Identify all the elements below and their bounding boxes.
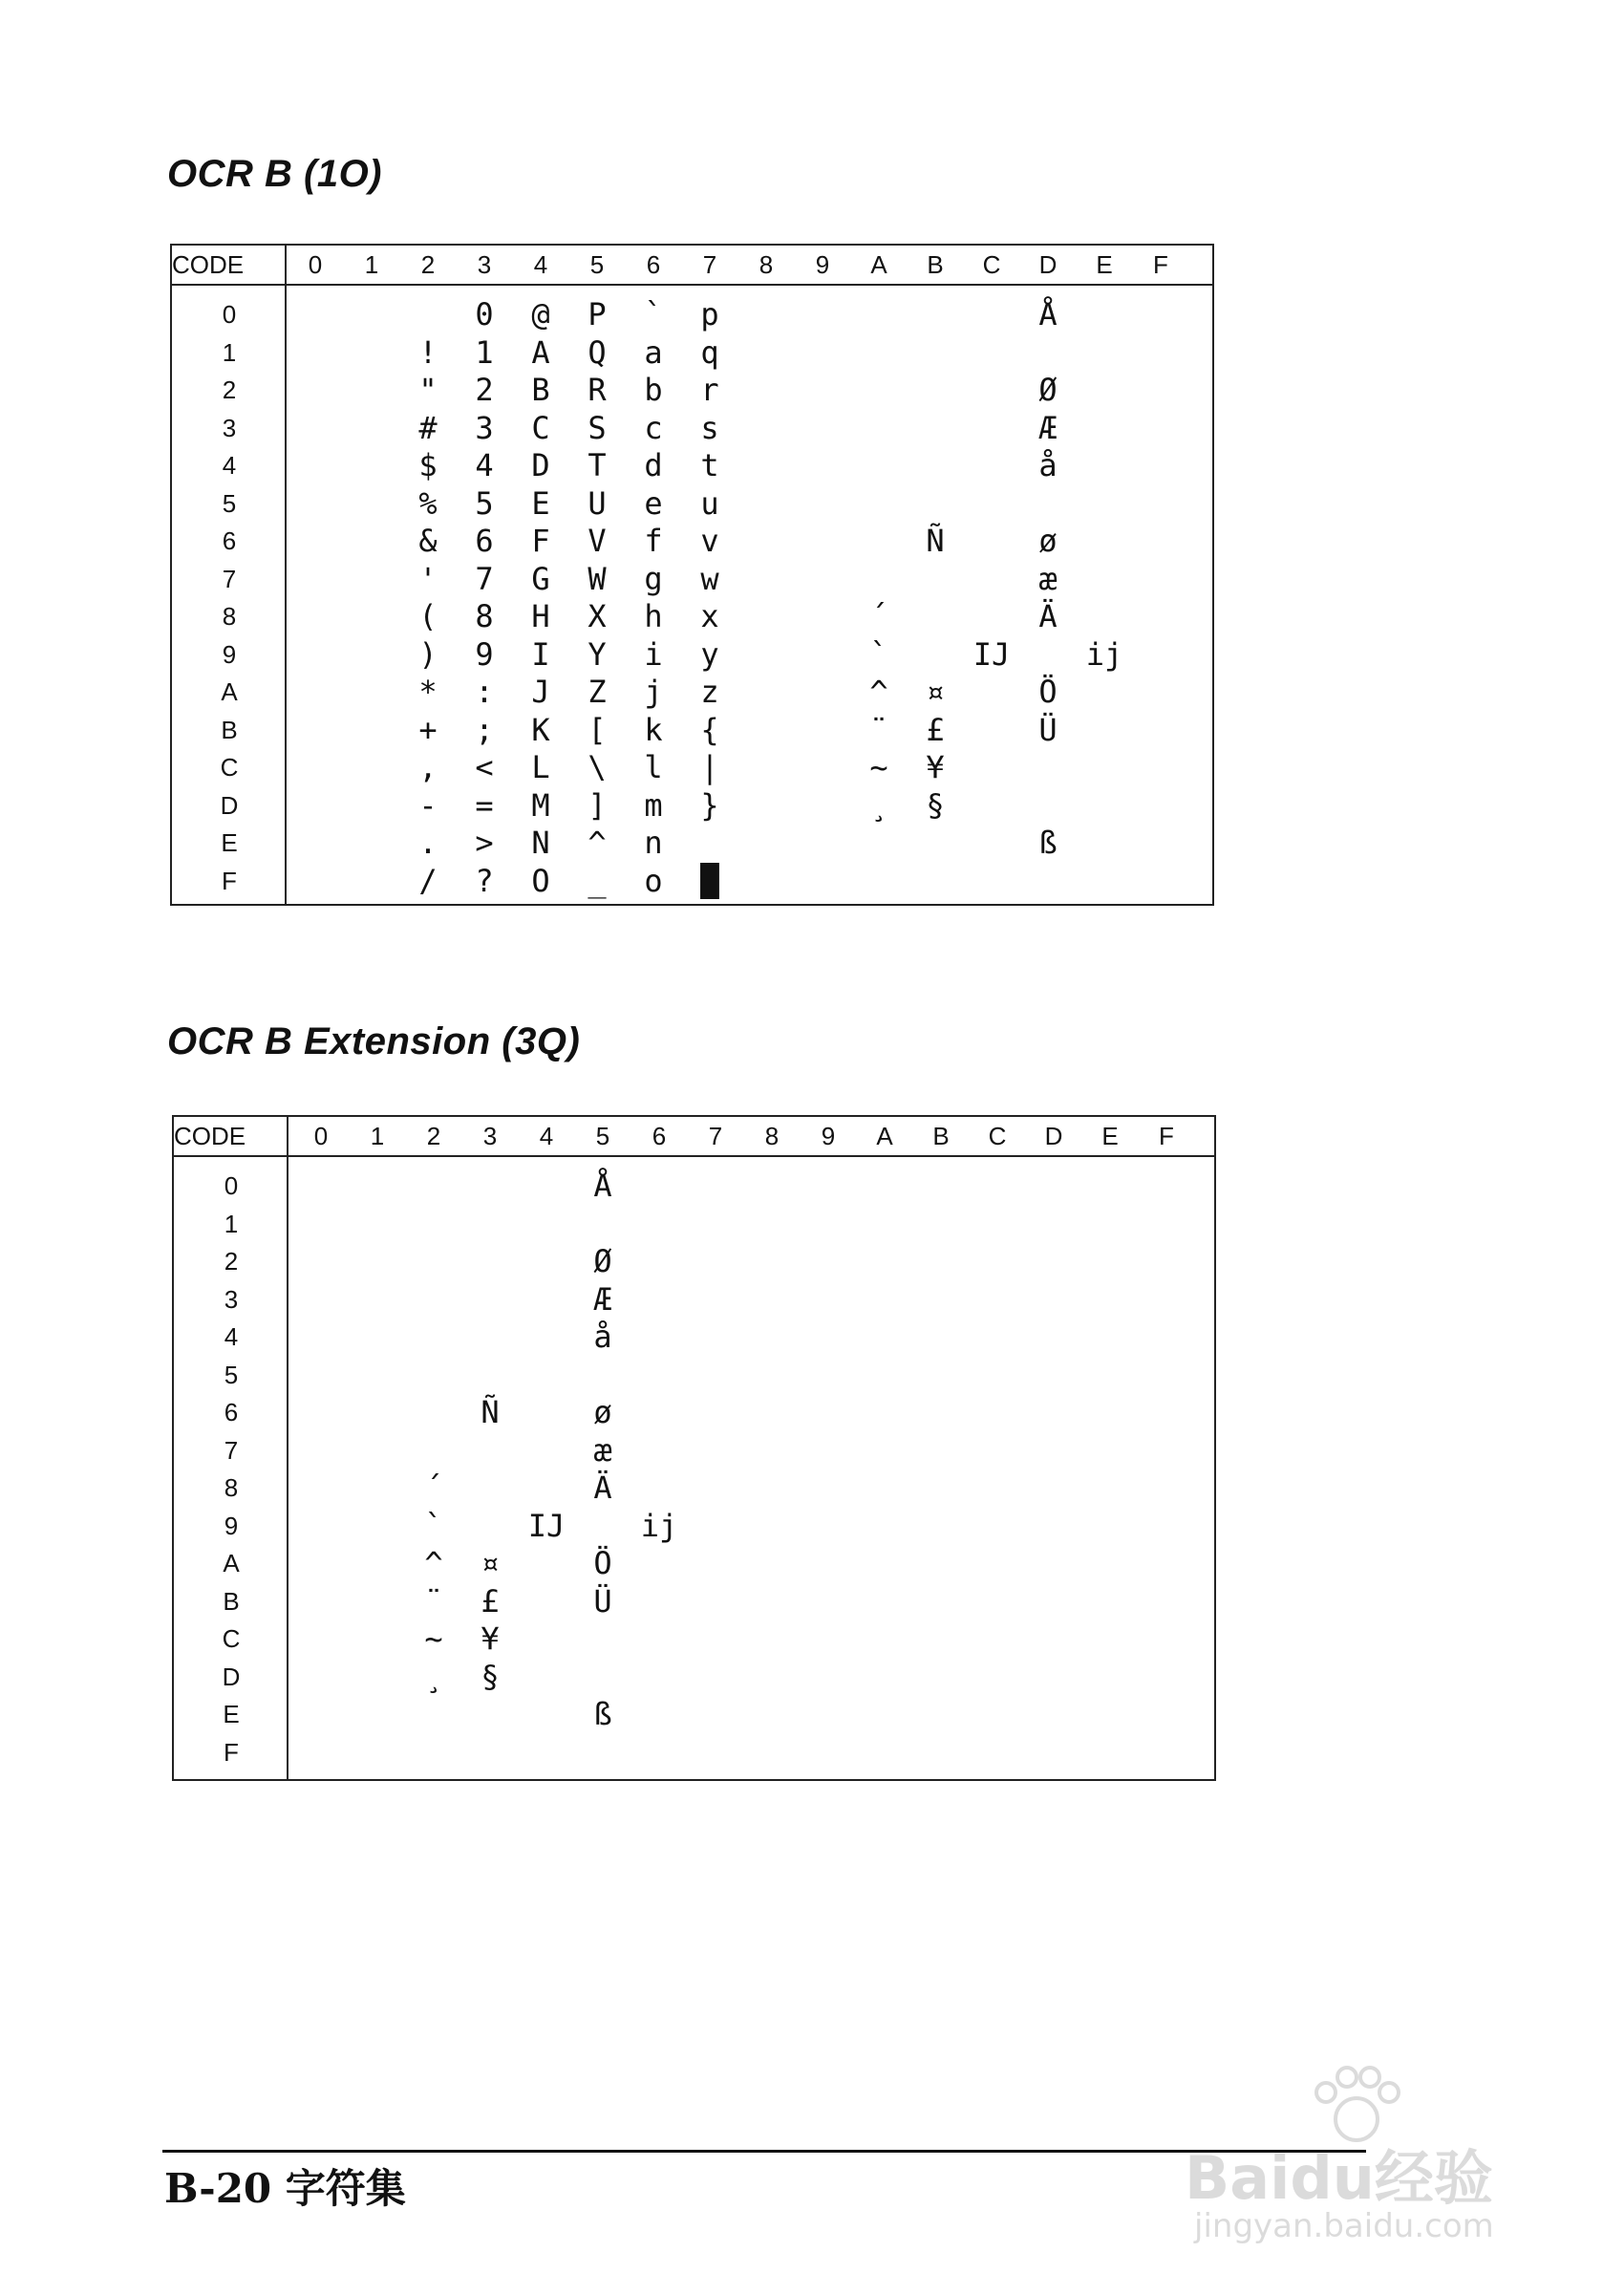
char-cell: 1 [475,333,494,371]
row-header-8: 8 [222,602,237,631]
char-cell: : [475,674,494,710]
column-header-6: 6 [646,250,661,279]
char-cell: Ñ [481,1394,500,1430]
char-cell: ? [475,862,494,899]
char-cell: x [700,598,719,634]
row-header-5: 5 [224,1360,239,1389]
char-cell: " [418,372,438,408]
char-cell: - [418,786,438,824]
char-cell: / [418,862,438,899]
char-cell: D [531,447,550,483]
char-cell: i [644,635,663,673]
char-cell: N [531,825,550,861]
row-header-1: 1 [224,1209,239,1238]
char-cell: ´ [424,1470,443,1506]
column-header-d: D [1044,1122,1063,1150]
char-cell: 0 [475,296,494,333]
char-cell: W [588,560,607,597]
row-header-4: 4 [222,451,237,480]
char-cell: ´ [869,598,888,634]
char-cell: Z [588,674,607,710]
char-cell: 7 [475,560,494,597]
column-header-9: 9 [815,250,830,279]
char-cell: G [531,560,550,597]
char-cell: # [418,409,438,446]
column-header-c: C [982,250,1001,279]
char-cell: £ [481,1582,500,1620]
char-cell: 5 [475,484,494,522]
row-header-d: D [222,1662,241,1691]
column-header-f: F [1159,1122,1174,1150]
char-cell: 6 [475,523,494,559]
char-cell: ij [640,1507,678,1544]
char-cell: ~ [869,749,888,785]
column-header-4: 4 [539,1122,554,1150]
column-header-5: 5 [589,250,605,279]
char-cell: a [644,333,663,371]
column-header-f: F [1153,250,1168,279]
row-header-4: 4 [224,1322,239,1351]
char-cell: + [418,711,438,748]
row-header-3: 3 [222,413,237,442]
char-cell: ß [1038,825,1058,861]
char-cell: ) [418,635,438,673]
char-cell: [ [588,711,607,748]
char-cell: ^ [869,674,888,710]
char-cell: ¥ [481,1620,500,1657]
char-cell: ` [424,1507,443,1544]
char-cell: ¤ [926,674,945,710]
row-header-7: 7 [222,564,237,593]
char-cell: █ [700,862,719,899]
char-cell: k [644,711,663,748]
row-header-e: E [221,828,238,857]
char-cell: > [475,825,494,861]
row-header-1: 1 [222,337,237,367]
char-cell: l [644,749,663,785]
row-header-e: E [223,1700,240,1728]
char-cell: Ø [1038,372,1058,408]
char-cell: s [700,409,719,446]
char-cell: Ä [1038,598,1058,634]
char-cell: d [644,447,663,483]
row-header-7: 7 [224,1435,239,1465]
char-cell: X [588,598,607,634]
column-header-a: A [870,250,887,279]
char-cell: H [531,598,550,634]
ocr-b-extension-character-table [172,1115,1216,1781]
char-cell: < [475,749,494,785]
char-cell: c [644,409,663,446]
row-header-5: 5 [222,488,237,518]
char-cell: h [644,598,663,634]
char-cell: $ [418,447,438,483]
char-cell: t [700,447,719,483]
char-cell: IJ [972,635,1011,673]
char-cell: IJ [527,1507,566,1544]
char-cell: Ü [593,1582,612,1620]
char-cell: \ [588,749,607,785]
char-cell: m [644,786,663,824]
char-cell: K [531,711,550,748]
char-cell: b [644,372,663,408]
char-cell: S [588,409,607,446]
char-cell: Ø [593,1243,612,1279]
char-cell: P [588,296,607,333]
row-header-b: B [223,1586,240,1616]
row-header-d: D [220,790,239,820]
char-cell: § [926,786,945,824]
char-cell: å [593,1319,612,1355]
char-cell: F [531,523,550,559]
char-cell: 8 [475,598,494,634]
column-header-b: B [932,1122,950,1150]
char-cell: æ [593,1431,612,1469]
column-header-1: 1 [364,250,379,279]
char-cell: T [588,447,607,483]
row-header-3: 3 [224,1284,239,1314]
char-cell: £ [926,711,945,748]
char-cell: ^ [588,825,607,861]
column-header-b: B [927,250,944,279]
char-cell: B [531,372,550,408]
char-cell: g [644,560,663,597]
char-cell: j [644,674,663,710]
char-cell: ¨ [869,711,888,748]
char-cell: , [418,749,438,785]
char-cell: 2 [475,372,494,408]
char-cell: ( [418,598,438,634]
char-cell: o [644,862,663,899]
char-cell: ~ [424,1620,443,1657]
char-cell: 9 [475,635,494,673]
column-header-2: 2 [426,1122,441,1150]
row-header-8: 8 [224,1473,239,1502]
code-header: CODE [174,1122,246,1150]
section-title-ocr-b-extension: OCR B Extension (3Q) [167,1020,581,1062]
char-cell: ] [588,786,607,824]
char-cell: ¥ [926,749,945,785]
row-header-f: F [224,1737,239,1767]
row-header-f: F [222,866,237,895]
row-header-2: 2 [224,1247,239,1276]
ocr-b-character-table [170,244,1214,906]
char-cell: @ [531,296,550,333]
column-header-0: 0 [308,250,323,279]
char-cell: 4 [475,447,494,483]
row-header-6: 6 [222,526,237,555]
char-cell: å [1038,447,1058,483]
char-cell: f [644,523,663,559]
char-cell: U [588,484,607,522]
row-header-0: 0 [224,1171,239,1200]
char-cell: & [418,523,438,559]
column-header-1: 1 [370,1122,385,1150]
char-cell: Å [1038,296,1058,333]
char-cell: V [588,523,607,559]
column-header-9: 9 [821,1122,836,1150]
char-cell: ; [475,711,494,748]
char-cell: J [531,674,550,710]
column-header-2: 2 [420,250,436,279]
char-cell: * [418,674,438,710]
code-header: CODE [172,250,245,279]
char-cell: { [700,711,719,748]
column-header-d: D [1038,250,1058,279]
section-title-ocr-b: OCR B (1O) [167,153,382,195]
row-header-c: C [222,1624,241,1653]
char-cell: ¸ [869,786,888,824]
char-cell: r [700,372,719,408]
row-header-b: B [221,715,238,744]
char-cell: ø [1038,523,1058,559]
char-cell: Ö [593,1545,612,1581]
char-cell: % [418,484,438,522]
char-cell: M [531,786,550,824]
row-header-0: 0 [222,300,237,329]
char-cell: Y [588,635,607,673]
row-header-2: 2 [222,375,237,404]
char-cell: e [644,484,663,522]
char-cell: ¤ [481,1545,500,1581]
column-header-6: 6 [652,1122,667,1150]
char-cell: A [531,333,550,371]
char-cell: q [700,333,719,371]
char-cell: y [700,635,719,673]
char-cell: | [700,749,719,785]
char-cell: ` [644,296,663,333]
char-cell: . [418,825,438,861]
char-cell: Æ [593,1280,612,1318]
char-cell: z [700,674,719,710]
char-cell: ! [418,333,438,371]
page-label: B-20 字符集 [164,2165,406,2212]
char-cell: _ [588,862,607,899]
column-header-e: E [1096,250,1113,279]
char-cell: } [700,786,719,824]
char-cell: I [531,635,550,673]
row-header-9: 9 [222,639,237,669]
char-cell: O [531,862,550,899]
char-cell: § [481,1658,500,1695]
char-cell: C [531,409,550,446]
char-cell: u [700,484,719,522]
char-cell: L [531,749,550,785]
char-cell: R [588,372,607,408]
char-cell: w [700,560,719,597]
char-cell: p [700,296,719,333]
column-header-7: 7 [708,1122,723,1150]
column-header-0: 0 [313,1122,329,1150]
char-cell: E [531,484,550,522]
row-header-a: A [223,1549,240,1577]
column-header-3: 3 [477,250,492,279]
column-header-c: C [988,1122,1007,1150]
char-cell: Ä [593,1470,612,1506]
char-cell: ^ [424,1545,443,1581]
char-cell: 3 [475,409,494,446]
char-cell: Ü [1038,711,1058,748]
char-cell: ß [593,1696,612,1732]
char-cell: ' [418,560,438,597]
column-header-8: 8 [759,250,774,279]
char-cell: ¨ [424,1582,443,1620]
column-header-5: 5 [595,1122,610,1150]
char-cell: ` [869,635,888,673]
column-header-a: A [876,1122,893,1150]
watermark-url: jingyan.baidu.com [1194,2207,1494,2245]
row-header-9: 9 [224,1511,239,1540]
char-cell: Æ [1038,409,1058,446]
char-cell: v [700,523,719,559]
column-header-7: 7 [702,250,717,279]
char-cell: Ñ [926,523,945,559]
row-header-a: A [221,677,238,706]
row-header-6: 6 [224,1398,239,1427]
row-header-c: C [220,753,239,782]
column-header-e: E [1101,1122,1119,1150]
char-cell: n [644,825,663,861]
char-cell: = [475,786,494,824]
column-header-8: 8 [764,1122,780,1150]
char-cell: Q [588,333,607,371]
column-header-4: 4 [533,250,548,279]
char-cell: Ö [1038,674,1058,710]
char-cell: ij [1085,635,1123,673]
watermark [1185,2064,1548,2255]
char-cell: ø [593,1394,612,1430]
char-cell: ¸ [424,1658,443,1695]
char-cell: Å [593,1168,612,1204]
column-header-3: 3 [482,1122,498,1150]
watermark-brand: Baidu经验 [1185,2143,1493,2213]
char-cell: æ [1038,560,1058,597]
